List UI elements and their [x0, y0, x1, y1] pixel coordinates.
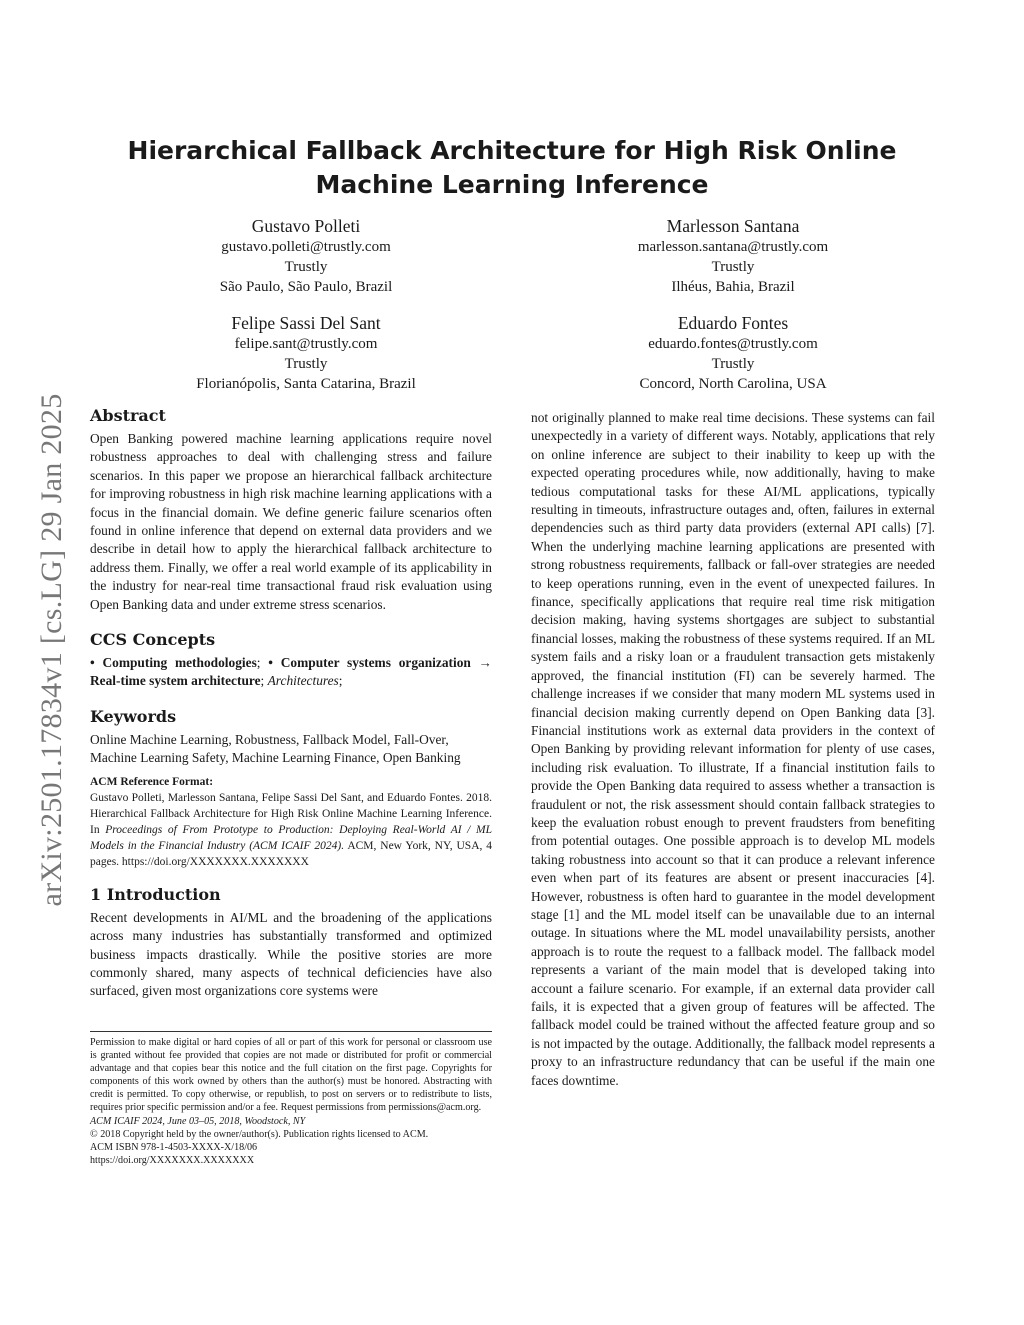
abstract-heading: Abstract	[90, 406, 166, 425]
acm-reference-heading: ACM Reference Format:	[90, 775, 214, 788]
abstract-text: Open Banking powered machine learning applications require novel robustness approaches to deal with challenging stress and failure scenarios. In this paper we propose an hierarchical fallback architecture for improving robustness in high risk machine learning applications with a focus in the financial domain. We define generic failure scenarios often found in online inference that depend on external data providers and we describe in detail how to apply the hierarchical fallback architecture to address them. Finally, we offer a real world example of its applicability in the industry for near-real time transactional fraud risk evaluation using Open Banking data and under extreme stress scenarios.	[90, 431, 492, 612]
doi-line: https://doi.org/XXXXXXX.XXXXXXX	[90, 1154, 255, 1166]
author-email: gustavo.polleti@trustly.com	[221, 239, 391, 255]
acm-reference-proceedings: Proceedings of From Prototype to Production: Deploying Real-World AI / ML Models in the Financial Industry (ACM ICAIF 2024).	[90, 823, 492, 852]
footnote-divider	[90, 1031, 492, 1032]
author-location: Ilhéus, Bahia, Brazil	[671, 279, 795, 295]
isbn-line: ACM ISBN 978-1-4503-XXXX-X/18/06	[90, 1141, 258, 1153]
author-email: marlesson.santana@trustly.com	[637, 239, 829, 255]
introduction-text-right: not originally planned to make real time decisions. These systems can fail unexpectedly in a variety of different ways. Notably, applications that rely on online inference are subject to their inability to keep up with the expected operating procedures while, now additionally, having to make tedious computational tasks for these AI/ML applications, typically resulting in timeouts, infrastructure outages and, often, failures in external dependencies such as third party data providers (external API calls) [7]. When the underlying machine learning applications are presented with strong robustness requirements, fallback or fall-over strategies are needed to keep operations running, even in the event of unexpected failures. In finance, specifically applications that require real time risk mitigation decision making, having systems shortgages are subject to substantial financial losses, making the robustness of these systems required. If an ML system fails and a risky loan or a fraudulent transaction gets mistakenly approved, the financial institution (FI) can be severely harmed. The challenge increases if we consider that many modern ML systems used in financial decision making currently depend on Open Banking data [3]. Financial institutions work as external data providers in the context of Open Banking by providing relevant information for plenty of use cases, including risk evaluation. To illustrate, If a financial institution fails to provide the Open Banking data required to assess whether a transaction is fraudulent or not, the risk assessment should contain fallback strategies to keep the evaluation robust enough to prevent fraudsters from benefiting from potential outages. One possible approach is to develop ML models taking robustness into account so that it can produce a relevant inference even when part of its features are absent or present inaccuracies [4]. However, robustness is often hard to guarantee in the model development stage [1] and the ML model itself can be unavailable due to an internal outage. In situations where the ML model unavailability persists, another approach is to route the request to a fallback model. The fallback model represents a variant of the main model that is developed taking into account a failure scenario. For example, if an external data provider call fails, it is expected that a given group of features will be affected. The fallback model could be trained without the affected feature group and so is not impacted by the outage. Additionally, the fallback model represents a proxy to an infrastructure redundancy that can be useful if the main one faces downtime.	[531, 410, 935, 1088]
ccs-heading: CCS Concepts	[90, 630, 216, 650]
keywords-text: Online Machine Learning, Robustness, Fallback Model, Fall-Over, Machine Learning Safety, Machine Learning Finance, Open Banking	[90, 731, 461, 766]
author-name: Marlesson Santana	[666, 216, 800, 236]
ccs-separator: ;	[256, 655, 269, 671]
ccs-concept-3: Architectures	[267, 673, 339, 689]
acm-reference-part1: Gustavo Polleti, Marlesson Santana, Felipe Sassi Del Sant, and Eduardo Fontes. 2018. Hierarchical Fallback Architecture for High Risk Online Machine Learning Inference. In	[90, 791, 492, 836]
author-block-3	[126, 312, 486, 394]
right-column	[531, 409, 935, 1090]
copyright-line: © 2018 Copyright held by the owner/author(s). Publication rights licensed to ACM.	[90, 1128, 429, 1140]
ccs-concepts	[90, 654, 492, 691]
acm-reference-text	[90, 790, 492, 870]
author-block-1	[126, 215, 486, 297]
introduction-heading: 1 Introduction	[90, 884, 221, 904]
author-org: Trustly	[284, 259, 328, 275]
permission-notice: Permission to make digital or hard copies of all or part of this work for personal or classroom use is granted without fee provided that copies are not made or distributed for profit or commercial advantage and that copies bear this notice and the full citation on the first page. Copyrights for components of this work owned by others than the author(s) must be honored. Abstracting with credit is permitted. To copy otherwise, or republish, to post on servers or to redistribute to lists, requires prior specific permission and/or a fee. Request permissions from permissions@acm.org.	[90, 1037, 492, 1114]
author-org: Trustly	[284, 356, 328, 372]
author-name: Felipe Sassi Del Sant	[231, 313, 381, 333]
ccs-separator: ;	[260, 673, 268, 689]
acm-reference-part2: ACM, New York, NY, USA, 4 pages. https://doi.org/XXXXXXX.XXXXXXX	[90, 839, 492, 868]
author-name: Gustavo Polleti	[251, 216, 361, 236]
author-block-2	[553, 215, 913, 297]
author-org: Trustly	[711, 356, 755, 372]
author-block-4	[553, 312, 913, 394]
footnote	[90, 1036, 492, 1167]
author-location: Florianópolis, Santa Catarina, Brazil	[196, 376, 416, 392]
ccs-concept-1: • Computing methodologies	[90, 655, 257, 671]
author-name: Eduardo Fontes	[677, 313, 789, 333]
ccs-end: ;	[338, 673, 343, 689]
author-location: São Paulo, São Paulo, Brazil	[219, 279, 393, 295]
arxiv-identifier-stamp: arXiv:2501.17834v1 [cs.LG] 29 Jan 2025	[35, 393, 68, 907]
conference-info: ACM ICAIF 2024, June 03–05, 2018, Woodstock, NY	[90, 1115, 306, 1127]
author-location: Concord, North Carolina, USA	[639, 376, 827, 392]
introduction-text-left: Recent developments in AI/ML and the broadening of the applications across many industries has substantially transformed and optimized business impacts drastically. While the positive stories are more commonly shared, many aspects of technical deficiencies have also surfaced, given most organizations core systems were	[90, 909, 492, 999]
author-email: eduardo.fontes@trustly.com	[648, 336, 818, 352]
keywords-heading: Keywords	[90, 706, 177, 726]
paper-title: Hierarchical Fallback Architecture for High Risk Online Machine Learning Inference	[127, 136, 897, 199]
ccs-concept-2: • Computer systems organization → Real-time system architecture	[90, 655, 493, 689]
author-org: Trustly	[711, 259, 755, 275]
author-email: felipe.sant@trustly.com	[234, 336, 378, 352]
left-column	[90, 405, 492, 1001]
